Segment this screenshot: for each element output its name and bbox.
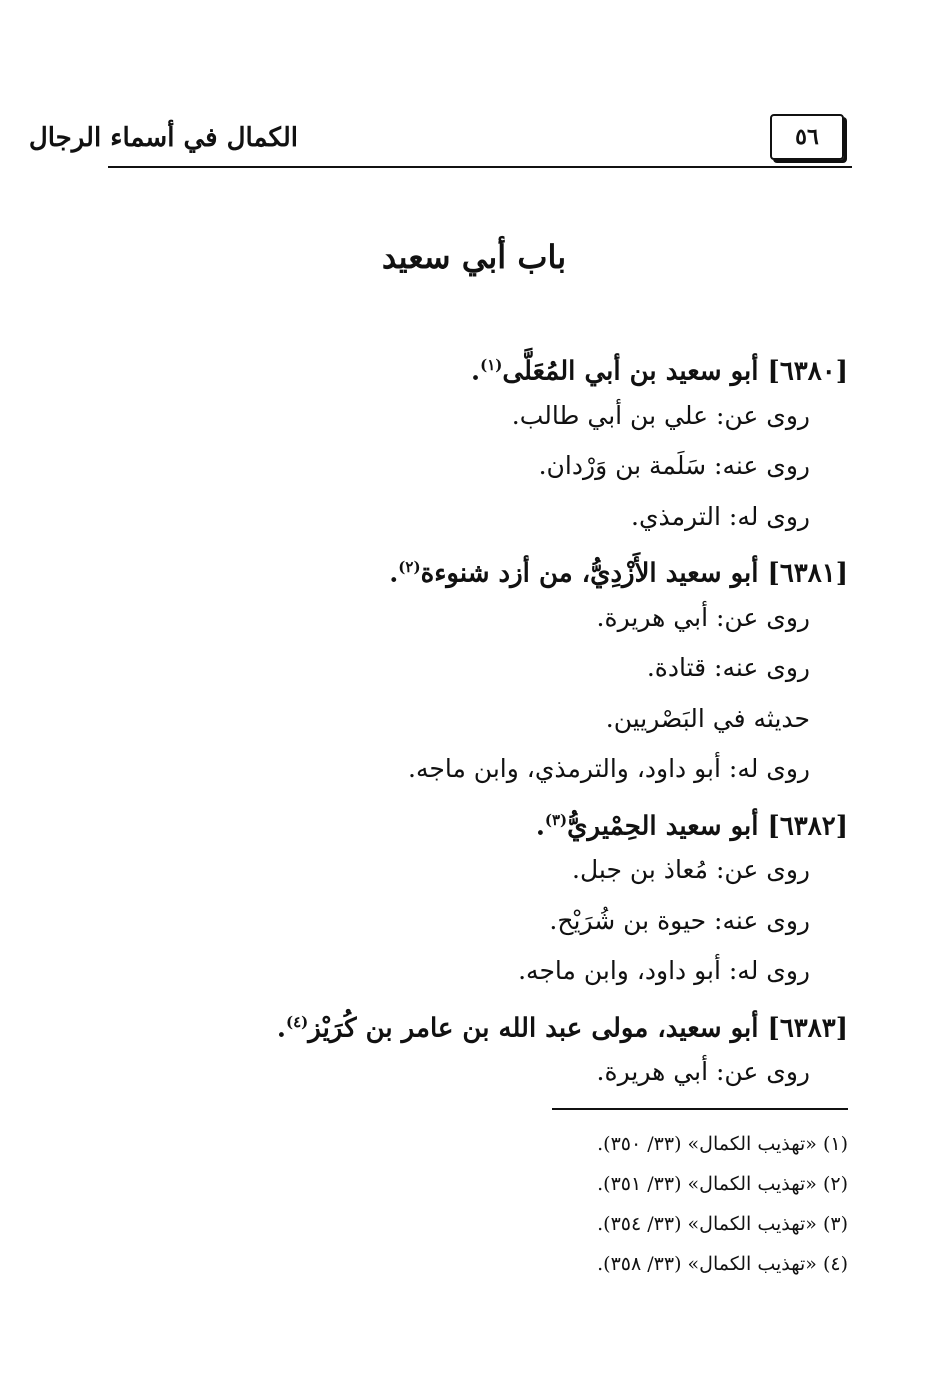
entry-heading-text: [٦٣٨١] أبو سعيد الأَزْدِيُّ، من أزد شنوءة [420,558,848,589]
footnote-marker: (٤) [285,1012,309,1031]
entry-detail: روى له: الترمذي. [631,501,810,531]
chapter-title: باب أبي سعيد [381,238,567,276]
footnote-marker: (٢) [398,558,421,576]
entry-heading-end: . [389,558,399,589]
entries-list [128,340,848,1098]
running-title: الكمال في أسماء الرجال [28,123,298,153]
footnote: (٢) «تهذيب الكمال» (٣٣/ ٣٥١). [597,1173,848,1195]
entry-heading-text: [٦٣٨٣] أبو سعيد، مولى عبد الله بن عامر بن كُرَيْز [308,1013,848,1044]
entry-detail: روى عن: أبي هريرة. [596,1057,810,1086]
entry-detail: روى له: أبو داود، وابن ماجه. [518,956,810,985]
entry-detail: روى عن: مُعاذ بن جبل. [572,855,810,884]
page-header [28,112,852,168]
entry-detail: روى عنه: قتادة. [646,653,810,682]
entry-heading [128,340,848,391]
entry-heading [128,542,848,593]
footnote: (١) «تهذيب الكمال» (٣٣/ ٣٥٠). [597,1133,848,1155]
footnote: (٣) «تهذيب الكمال» (٣٣/ ٣٥٤). [597,1213,848,1235]
footnote-marker: (٣) [544,810,568,829]
entry-detail: حديثه في البَصْريين. [605,703,810,733]
footnotes-list [128,1124,848,1284]
entry-heading-end: . [535,811,545,842]
entry-detail: روى له: أبو داود، والترمذي، وابن ماجه. [408,754,810,783]
entry-detail: روى عنه: حيوة بن شُرَيْح. [549,905,810,935]
footnote: (٤) «تهذيب الكمال» (٣٣/ ٣٥٨). [597,1253,848,1275]
page-number: ٥٦ [770,114,844,160]
footnote-rule [552,1108,848,1110]
entry-heading-text: [٦٣٨٠] أبو سعيد بن أبي المُعَلَّى [502,356,848,387]
entry-heading-end: . [276,1013,286,1044]
entry-heading [128,997,848,1048]
entry-heading [128,795,848,846]
footnote-marker: (١) [480,356,503,374]
entry-detail: روى عن: أبي هريرة. [596,602,810,632]
entry-heading-end: . [471,356,481,387]
entry-detail: روى عن: علي بن أبي طالب. [511,400,810,430]
entry-detail: روى عنه: سَلَمة بن وَرْدان. [538,451,810,480]
header-rule [108,166,852,168]
entry-heading-text: [٦٣٨٢] أبو سعيد الحِمْيريُّ [567,811,848,842]
